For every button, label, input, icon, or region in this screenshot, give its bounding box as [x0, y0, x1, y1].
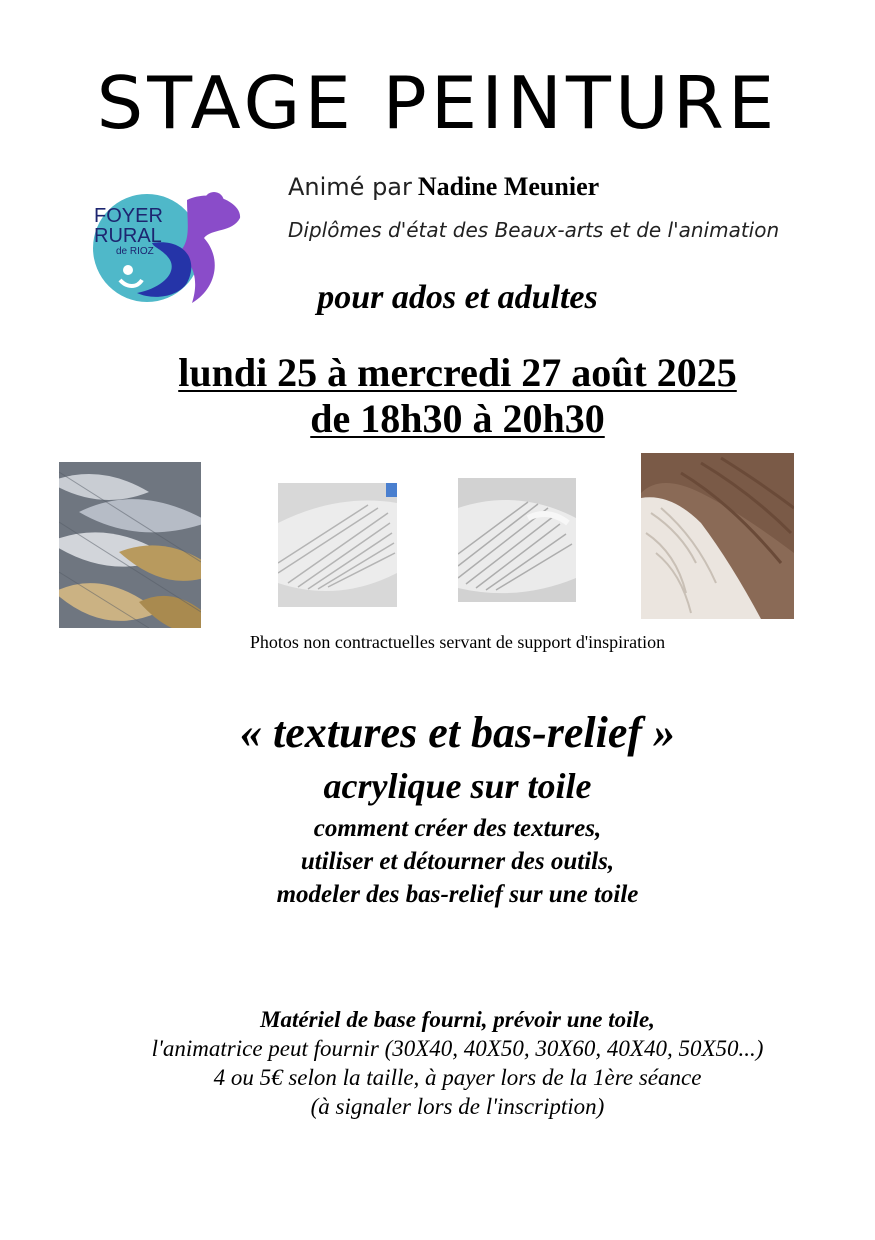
logo-purple-head [204, 192, 224, 212]
materials-line: 4 ou 5€ selon la taille, à payer lors de la 1ère séance [213, 1065, 702, 1090]
materials-block [0, 1005, 875, 1121]
animator-line [288, 172, 599, 202]
audience-text: pour ados et adultes [317, 279, 598, 316]
materials-line: (à signaler lors de l'inscription) [310, 1094, 605, 1119]
animator-name: Nadine Meunier [417, 172, 600, 201]
animator-credentials: Diplômes d'état des Beaux-arts et de l'animation [288, 218, 780, 242]
logo-white-dot [123, 265, 133, 275]
workshop-detail-line: comment créer des textures, [313, 815, 602, 842]
workshop-detail-line: modeler des bas-relief sur une toile [276, 881, 639, 908]
materials-line: Matériel de base fourni, prévoir une toile, [260, 1007, 655, 1032]
workshop-medium: acrylique sur toile [323, 766, 592, 806]
animator-prefix: Animé par [288, 173, 412, 201]
schedule-block [0, 350, 875, 442]
photo-feathers [59, 462, 201, 628]
workshop-detail-line: utiliser et détourner des outils, [300, 848, 615, 875]
workshop-theme: « textures et bas-relief » [239, 708, 676, 757]
photo-brown-relief [641, 453, 794, 619]
photo-leaf-relief-1 [278, 483, 397, 607]
photo-leaf-relief-2 [458, 478, 576, 602]
photos-caption: Photos non contractuelles servant de support d'inspiration [249, 632, 666, 652]
schedule-dates: lundi 25 à mercredi 27 août 2025 [178, 350, 737, 395]
logo-text-foyer: FOYER [94, 205, 163, 227]
logo-text-rioz: de RIOZ [116, 246, 154, 257]
workshop-details [0, 812, 875, 911]
materials-line: l'animatrice peut fournir (30X40, 40X50, 30X60, 40X40, 50X50...) [151, 1036, 764, 1061]
logo-text-rural: RURAL [94, 225, 162, 247]
schedule-hours: de 18h30 à 20h30 [310, 396, 605, 441]
page-title: STAGE PEINTURE [96, 61, 779, 145]
